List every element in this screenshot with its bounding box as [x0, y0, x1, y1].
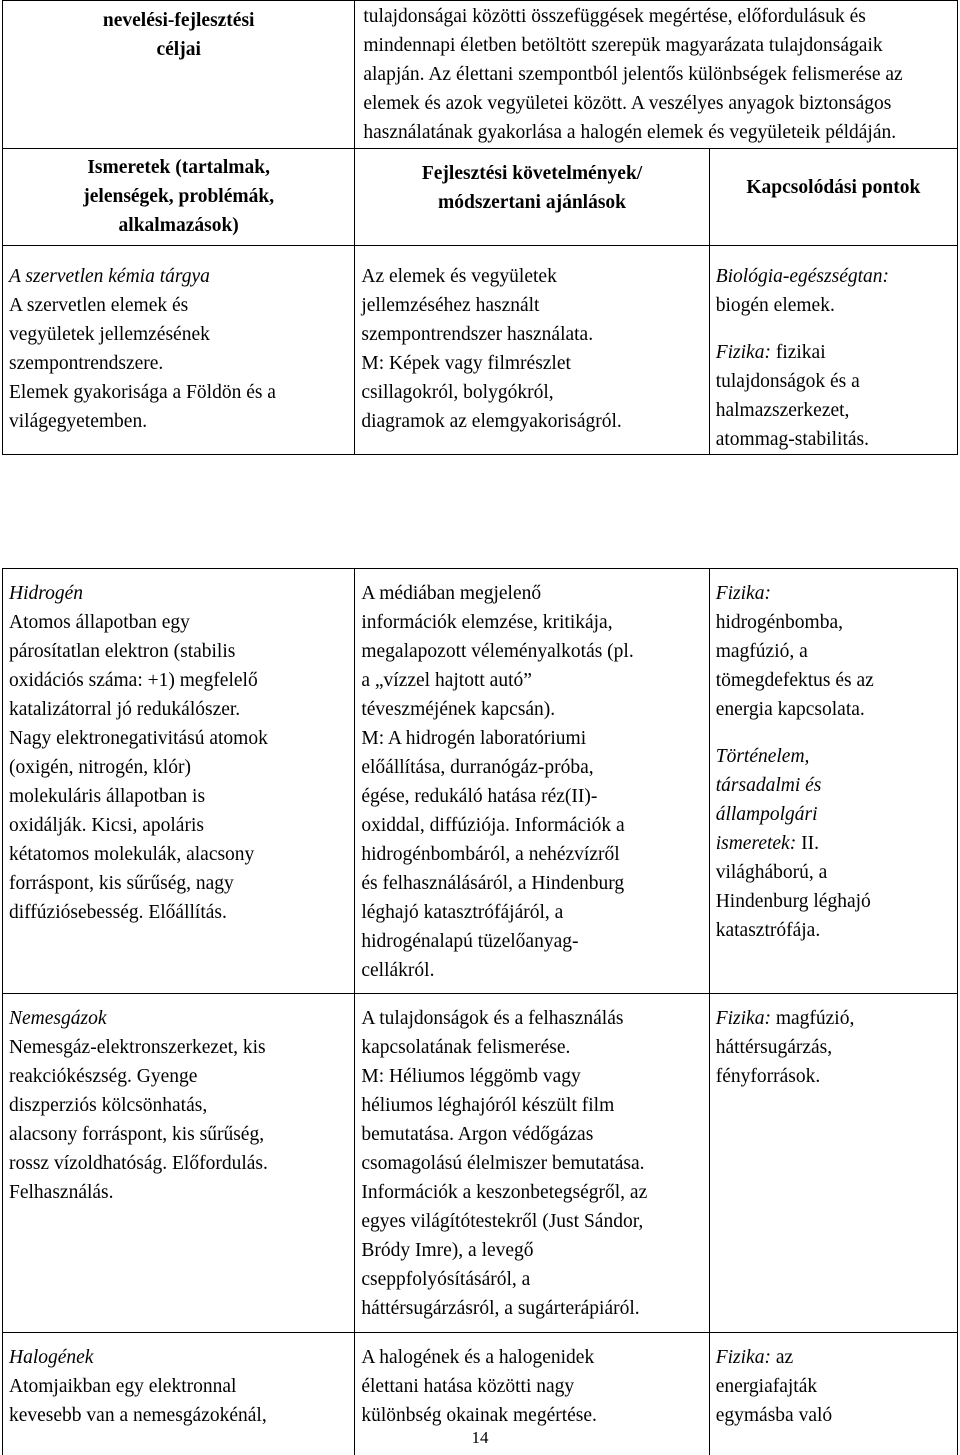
connections-line: háttérsugárzás, [716, 1033, 951, 1062]
requirements-line: élettani hatása közötti nagy [361, 1372, 702, 1401]
requirements-line: Képek vagy filmrészlet [384, 353, 571, 374]
requirements-line: héliumos léghajóról készült film [361, 1091, 702, 1120]
requirements-line: Információk a keszonbetegségről, az [361, 1178, 702, 1207]
knowledge-line: diffúziósebesség. Előállítás. [9, 898, 348, 927]
goals-label-line: céljai [9, 35, 348, 64]
topic-title: Halogének [9, 1343, 348, 1372]
requirements-line: cellákról. [361, 956, 702, 985]
connections-line: energiafajták [716, 1372, 951, 1401]
requirements-line: szempontrendszer használata. [361, 320, 702, 349]
knowledge-line: Elemek gyakorisága a Földön és a [9, 378, 348, 407]
requirements-line: háttérsugárzásról, a sugárterápiáról. [361, 1294, 702, 1323]
knowledge-line: forráspont, kis sűrűség, nagy [9, 869, 348, 898]
requirements-line: Héliumos léggömb vagy [384, 1066, 581, 1087]
knowledge-line: oxidációs száma: +1) megfelelő [9, 666, 348, 695]
requirements-line: A halogének és a halogenidek [361, 1343, 702, 1372]
goals-text-line: használatának gyakorlása a halogén elemek és vegyületeik példáján. [363, 118, 951, 147]
requirements-line: Bródy Imre), a levegő [361, 1236, 702, 1265]
knowledge-line: rossz vízoldhatóság. Előfordulás. [9, 1149, 348, 1178]
knowledge-line: A szervetlen elemek és [9, 291, 348, 320]
connections-cell [709, 994, 957, 1333]
requirements-line: léghajó katasztrófájáról, a [361, 898, 702, 927]
header-line: módszertani ajánlások [361, 188, 702, 217]
curriculum-table-bottom [2, 568, 958, 1455]
topic-title: Nemesgázok [9, 1004, 348, 1033]
method-label: M: [361, 353, 384, 374]
requirements-cell [355, 246, 709, 455]
method-label: M: [361, 1066, 384, 1087]
goals-text-line: alapján. Az élettani szempontból jelentős különbségek felismerése az [363, 60, 951, 89]
knowledge-line: párosítatlan elektron (stabilis [9, 637, 348, 666]
connections-line: világháború, a [716, 858, 951, 887]
goals-label [9, 4, 348, 64]
subject-label: Történelem, [716, 742, 951, 771]
requirements-line: égése, redukáló hatása réz(II)- [361, 782, 702, 811]
requirements-line: Az elemek és vegyületek [361, 262, 702, 291]
subject-label: Fizika: [716, 579, 951, 608]
knowledge-line: Nagy elektronegativitású atomok [9, 724, 348, 753]
requirements-cell [355, 994, 709, 1333]
connections-line: hidrogénbomba, [716, 608, 951, 637]
subject-label: Fizika: [716, 1347, 771, 1368]
header-row [3, 149, 958, 246]
connections-line: magfúzió, [771, 1008, 854, 1029]
header-knowledge [3, 149, 355, 246]
knowledge-line: világegyetemben. [9, 407, 348, 436]
knowledge-line: kétatomos molekulák, alacsony [9, 840, 348, 869]
connections-line: egymásba való [716, 1401, 951, 1430]
requirements-line: és felhasználásáról, a Hindenburg [361, 869, 702, 898]
header-line: Fejlesztési követelmények/ [361, 159, 702, 188]
knowledge-cell [3, 246, 355, 455]
requirements-line: oxiddal, diffúziója. Információk a [361, 811, 702, 840]
page-number: 14 [0, 1428, 960, 1448]
requirements-line: A médiában megjelenő [361, 579, 702, 608]
goals-text-line: mindennapi életben betöltött szerepük magyarázata tulajdonságaik [363, 31, 951, 60]
goals-label-line: nevelési-fejlesztési [9, 6, 348, 35]
goals-label-cell [3, 1, 355, 149]
header-line: jelenségek, problémák, [9, 182, 348, 211]
header-line: alkalmazások) [9, 211, 348, 240]
requirements-line: A hidrogén laboratóriumi [384, 728, 586, 749]
connections-line: magfúzió, a [716, 637, 951, 666]
connections-line: biogén elemek. [716, 291, 951, 320]
subject-label: Fizika: [716, 342, 771, 363]
goals-row [3, 1, 958, 149]
content-row [3, 246, 958, 455]
requirements-line: információk elemzése, kritikája, [361, 608, 702, 637]
knowledge-line: katalizátorral jó redukálószer. [9, 695, 348, 724]
requirements-line: csillagokról, bolygókról, [361, 378, 702, 407]
connections-line: tömegdefektus és az [716, 666, 951, 695]
knowledge-line: molekuláris állapotban is [9, 782, 348, 811]
connections-line: az [771, 1347, 793, 1368]
header-line: Kapcsolódási pontok [716, 173, 951, 202]
requirements-line: egyes világítótestekről (Just Sándor, [361, 1207, 702, 1236]
requirements-line: jellemzéséhez használt [361, 291, 702, 320]
connections-line: energia kapcsolata. [716, 695, 951, 724]
connections-line: II. [796, 833, 819, 854]
connections-line: Hindenburg léghajó [716, 887, 951, 916]
header-requirements [355, 149, 709, 246]
curriculum-table-top [2, 0, 958, 455]
knowledge-line: Atomjaikban egy elektronnal [9, 1372, 348, 1401]
connections-cell [709, 569, 957, 994]
topic-row-hydrogen [3, 569, 958, 994]
requirements-cell [355, 569, 709, 994]
header-connections [709, 149, 957, 246]
topic-row-noble-gases [3, 994, 958, 1333]
requirements-line: hidrogénbombáról, a nehézvízről [361, 840, 702, 869]
connections-line: fizikai [771, 342, 826, 363]
connections-line: katasztrófája. [716, 916, 951, 945]
subject-label: társadalmi és [716, 771, 951, 800]
requirements-line: a „vízzel hajtott autó” [361, 666, 702, 695]
requirements-line: csomagolású élelmiszer bemutatása. [361, 1149, 702, 1178]
subject-label: ismeretek: [716, 833, 797, 854]
requirements-line: hidrogénalapú tüzelőanyag- [361, 927, 702, 956]
requirements-line: cseppfolyósításáról, a [361, 1265, 702, 1294]
knowledge-line: Atomos állapotban egy [9, 608, 348, 637]
knowledge-line: (oxigén, nitrogén, klór) [9, 753, 348, 782]
requirements-line: előállítása, durranógáz-próba, [361, 753, 702, 782]
requirements-line: különbség okainak megértése. [361, 1401, 702, 1430]
header-line: Ismeretek (tartalmak, [9, 153, 348, 182]
method-label: M: [361, 728, 384, 749]
subject-label: Fizika: [716, 1008, 771, 1029]
connections-cell [709, 246, 957, 455]
knowledge-cell [3, 994, 355, 1333]
goals-text-cell [355, 1, 958, 149]
knowledge-line: diszperziós kölcsönhatás, [9, 1091, 348, 1120]
requirements-line: bemutatása. Argon védőgázas [361, 1120, 702, 1149]
goals-text-line: tulajdonságai közötti összefüggések megértése, előfordulásuk és [363, 2, 951, 31]
knowledge-line: kevesebb van a nemesgázokénál, [9, 1401, 348, 1430]
connections-line: atommag-stabilitás. [716, 425, 951, 454]
connections-line: fényforrások. [716, 1062, 951, 1091]
requirements-line: téveszméjének kapcsán). [361, 695, 702, 724]
knowledge-line: oxidálják. Kicsi, apoláris [9, 811, 348, 840]
knowledge-line: szempontrendszere. [9, 349, 348, 378]
knowledge-line: alacsony forráspont, kis sűrűség, [9, 1120, 348, 1149]
knowledge-cell [3, 569, 355, 994]
knowledge-line: Felhasználás. [9, 1178, 348, 1207]
connections-line: halmazszerkezet, [716, 396, 951, 425]
requirements-line: diagramok az elemgyakoriságról. [361, 407, 702, 436]
subject-label: állampolgári [716, 800, 951, 829]
requirements-line: megalapozott véleményalkotás (pl. [361, 637, 702, 666]
knowledge-line: vegyületek jellemzésének [9, 320, 348, 349]
subject-label: Biológia-egészségtan: [716, 262, 951, 291]
topic-title: Hidrogén [9, 579, 348, 608]
goals-text-line: elemek és azok vegyületei között. A veszélyes anyagok biztonságos [363, 89, 951, 118]
requirements-line: kapcsolatának felismerése. [361, 1033, 702, 1062]
topic-title: A szervetlen kémia tárgya [9, 262, 348, 291]
knowledge-line: Nemesgáz-elektronszerkezet, kis [9, 1033, 348, 1062]
knowledge-line: reakciókészség. Gyenge [9, 1062, 348, 1091]
connections-line: tulajdonságok és a [716, 367, 951, 396]
requirements-line: A tulajdonságok és a felhasználás [361, 1004, 702, 1033]
